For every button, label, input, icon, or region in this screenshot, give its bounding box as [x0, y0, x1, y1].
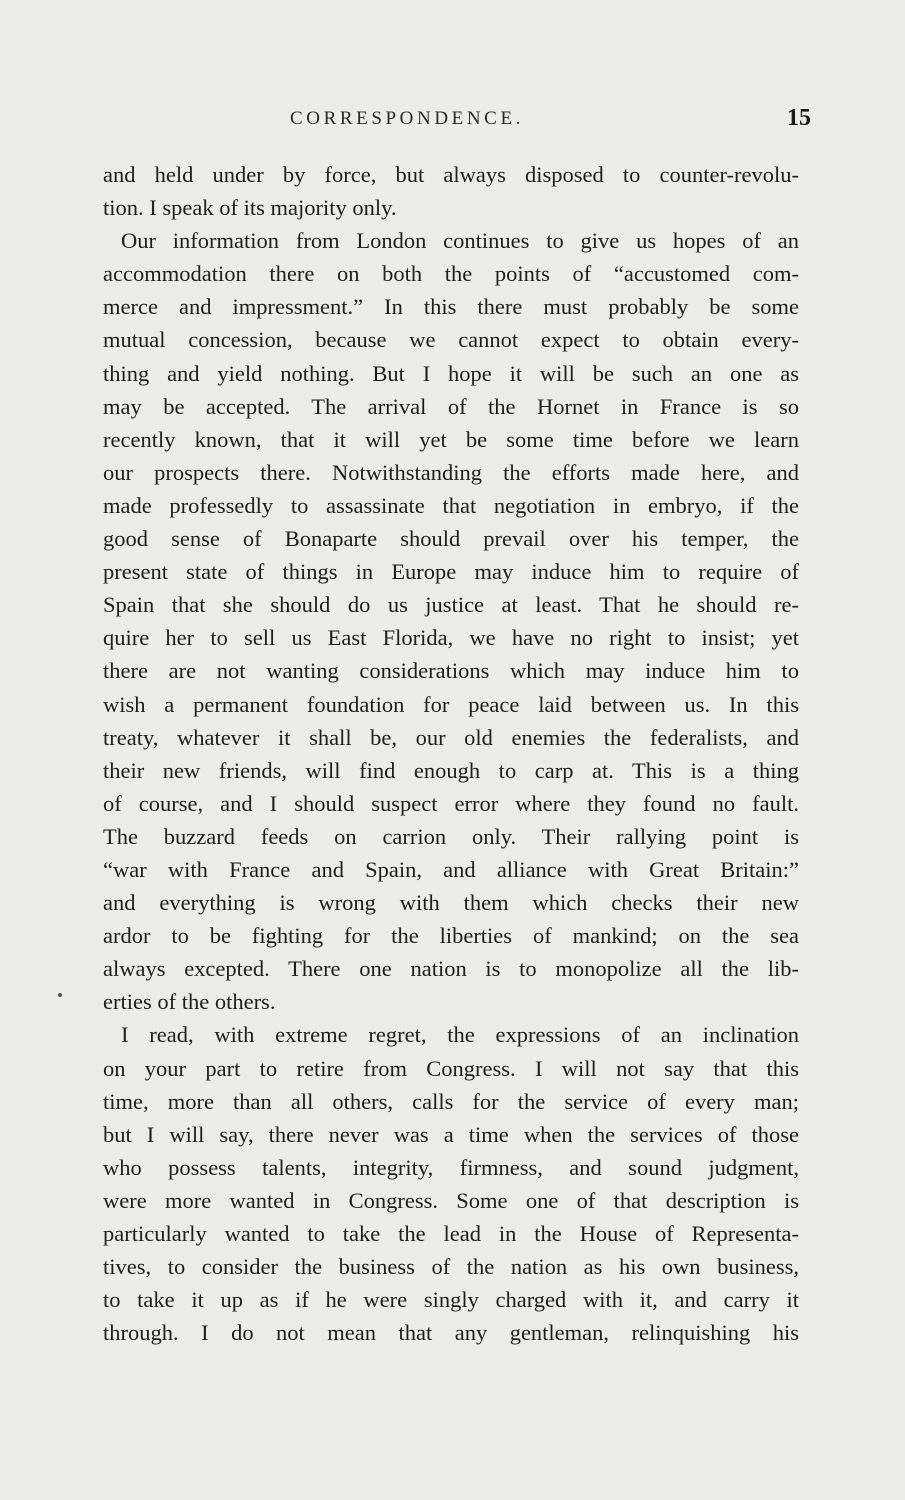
text-line: who possess talents, integrity, firmness, and sound judgment,	[103, 1154, 799, 1180]
text-line: treaty, whatever it shall be, our old enemies the federalists, and	[103, 724, 799, 750]
text-line: mutual concession, because we cannot expect to obtain every-	[103, 327, 799, 353]
text-line: wish a permanent foundation for peace laid between us. In this	[103, 691, 799, 717]
text-line: always excepted. There one nation is to monopolize all the lib-	[103, 956, 799, 982]
text-line: Spain that she should do us justice at least. That he should re-	[103, 592, 799, 618]
text-line: time, more than all others, calls for the service of every man;	[103, 1088, 799, 1114]
text-line: accommodation there on both the points of “accustomed com-	[103, 261, 799, 287]
text-line: there are not wanting considerations which may induce him to	[103, 658, 799, 684]
text-line: our prospects there. Notwithstanding the efforts made here, and	[103, 459, 799, 485]
text-line: tion. I speak of its majority only.	[103, 195, 397, 221]
text-line: but I will say, there never was a time when the services of those	[103, 1121, 799, 1147]
text-line: recently known, that it will yet be some time before we learn	[103, 426, 799, 452]
text-line: good sense of Bonaparte should prevail over his temper, the	[103, 526, 799, 552]
text-line: thing and yield nothing. But I hope it will be such an one as	[103, 360, 799, 386]
text-line: to take it up as if he were singly charged with it, and carry it	[103, 1287, 799, 1313]
text-line: on your part to retire from Congress. I will not say that this	[103, 1055, 799, 1081]
running-head	[0, 105, 905, 138]
text-line: particularly wanted to take the lead in the House of Representa-	[103, 1221, 799, 1246]
text-line: tives, to consider the business of the nation as his own business,	[103, 1254, 799, 1280]
text-line: and everything is wrong with them which checks their new	[103, 890, 799, 916]
text-line: their new friends, will find enough to carp at. This is a thing	[103, 757, 799, 783]
text-line: quire her to sell us East Florida, we have no right to insist; yet	[103, 625, 799, 651]
text-line: of course, and I should suspect error where they found no fault.	[103, 790, 799, 816]
text-line: made professedly to assassinate that negotiation in embryo, if the	[103, 492, 799, 518]
text-line: through. I do not mean that any gentleman, relinquishing his	[103, 1320, 799, 1346]
text-line: present state of things in Europe may induce him to require of	[103, 559, 799, 585]
text-line: may be accepted. The arrival of the Hornet in France is so	[103, 393, 799, 419]
text-line: merce and impressment.” In this there must probably be some	[103, 294, 799, 320]
text-line: “war with France and Spain, and alliance with Great Britain:”	[103, 856, 799, 882]
text-line: erties of the others.	[103, 989, 276, 1015]
text-line: ardor to be fighting for the liberties of mankind; on the sea	[103, 923, 799, 949]
text-line: and held under by force, but always disposed to counter-revolu-	[103, 162, 799, 187]
paragraph-start-line: Our information from London continues to give us hopes of an	[121, 228, 799, 254]
text-line: The buzzard feeds on carrion only. Their rallying point is	[103, 823, 799, 849]
page-number: 15	[787, 105, 811, 131]
margin-speck	[58, 993, 62, 997]
text-line: were more wanted in Congress. Some one of that description is	[103, 1187, 799, 1213]
paragraph-start-line: I read, with extreme regret, the expressions of an inclination	[121, 1022, 799, 1048]
body-text	[103, 158, 799, 1349]
running-title: CORRESPONDENCE.	[290, 108, 524, 129]
